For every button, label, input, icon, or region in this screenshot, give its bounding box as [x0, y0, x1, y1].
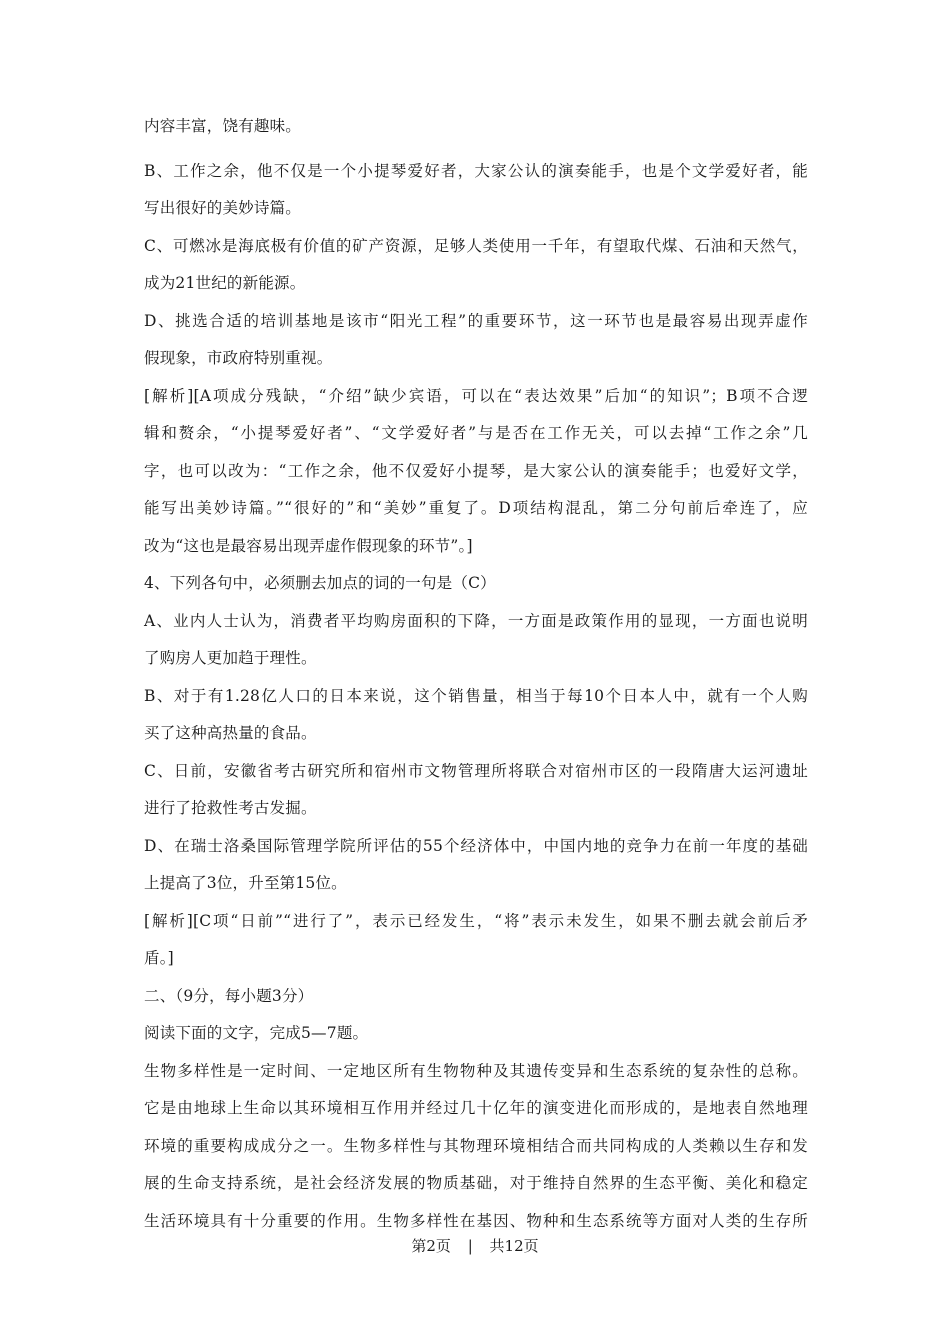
passage-text: 它是由地球上生命以其环境相互作用并经过几十亿年的演变进化而形成的，是地表自然地理	[144, 1099, 808, 1117]
passage-text: 环境的重要构成成分之一。生物多样性与其物理环境相结合而共同构成的人类赖以生存和发	[144, 1137, 808, 1155]
page-number: 第2页	[411, 1237, 451, 1255]
analysis-text: 改为“这也是最容易出现弄虚作假现象的环节”。]	[144, 537, 473, 555]
text-line: 上提高了3位，升至第15位。	[144, 874, 347, 892]
footer-separator: |	[467, 1237, 473, 1255]
text-line: 假现象，市政府特别重视。	[144, 349, 333, 367]
option-c-text: C、日前，安徽省考古研究所和宿州市文物管理所将联合对宿州市区的一段隋唐大运河遗址	[144, 762, 808, 780]
analysis-text: 字，也可以改为：“工作之余，他不仅爱好小提琴，是大家公认的演奏能手；也爱好文学，	[144, 462, 808, 480]
analysis-text: 辑和赘余，“小提琴爱好者”、“文学爱好者”与是否在工作无关，可以去掉“工作之余”几	[144, 424, 808, 442]
analysis-text: [解析][A项成分残缺，“介绍”缺少宾语，可以在“表达效果”后加“的知识”；B项不合逻	[144, 387, 808, 405]
analysis-text: 盾。]	[144, 949, 174, 967]
analysis-text: 能写出美妙诗篇。”“很好的”和“美妙”重复了。D项结构混乱，第二分句前后牵连了，应	[144, 499, 808, 517]
question-4-stem: 4、下列各句中，必须删去加点的词的一句是（C）	[144, 574, 496, 592]
section-heading: 二、（9分，每小题3分）	[144, 987, 314, 1005]
page-total: 共12页	[489, 1237, 539, 1255]
page-footer	[0, 1236, 950, 1256]
option-a-text: A、业内人士认为，消费者平均购房面积的下降，一方面是政策作用的显现，一方面也说明	[144, 612, 808, 630]
text-line: 了购房人更加趋于理性。	[144, 649, 317, 667]
option-b-text: B、对于有1.28亿人口的日本来说，这个销售量，相当于每10个日本人中，就有一个人购	[144, 687, 808, 705]
reading-instruction: 阅读下面的文字，完成5—7题。	[144, 1024, 369, 1042]
text-line: 写出很好的美妙诗篇。	[144, 199, 302, 217]
option-d-text: D、挑选合适的培训基地是该市“阳光工程”的重要环节，这一环节也是最容易出现弄虚作	[144, 312, 808, 330]
text-line: 买了这种高热量的食品。	[144, 724, 317, 742]
text-line: 成为21世纪的新能源。	[144, 274, 306, 292]
passage-text: 生活环境具有十分重要的作用。生物多样性在基因、物种和生态系统等方面对人类的生存所	[144, 1212, 808, 1230]
passage-text: 生物多样性是一定时间、一定地区所有生物物种及其遗传变异和生态系统的复杂性的总称。	[144, 1062, 808, 1080]
text-line: 进行了抢救性考古发掘。	[144, 799, 317, 817]
passage-text: 展的生命支持系统，是社会经济发展的物质基础，对于维持自然界的生态平衡、美化和稳定	[144, 1174, 808, 1192]
option-c-text: C、可燃冰是海底极有价值的矿产资源，足够人类使用一千年，有望取代煤、石油和天然气，	[144, 237, 808, 255]
text-line: 内容丰富，饶有趣味。	[144, 117, 302, 135]
analysis-text: [解析][C项“日前”“进行了”，表示已经发生，“将”表示未发生，如果不删去就会前后矛	[144, 912, 808, 930]
option-d-text: D、在瑞士洛桑国际管理学院所评估的55个经济体中，中国内地的竞争力在前一年度的基础	[144, 837, 808, 855]
option-b-text: B、工作之余，他不仅是一个小提琴爱好者，大家公认的演奏能手，也是个文学爱好者，能	[144, 162, 808, 180]
